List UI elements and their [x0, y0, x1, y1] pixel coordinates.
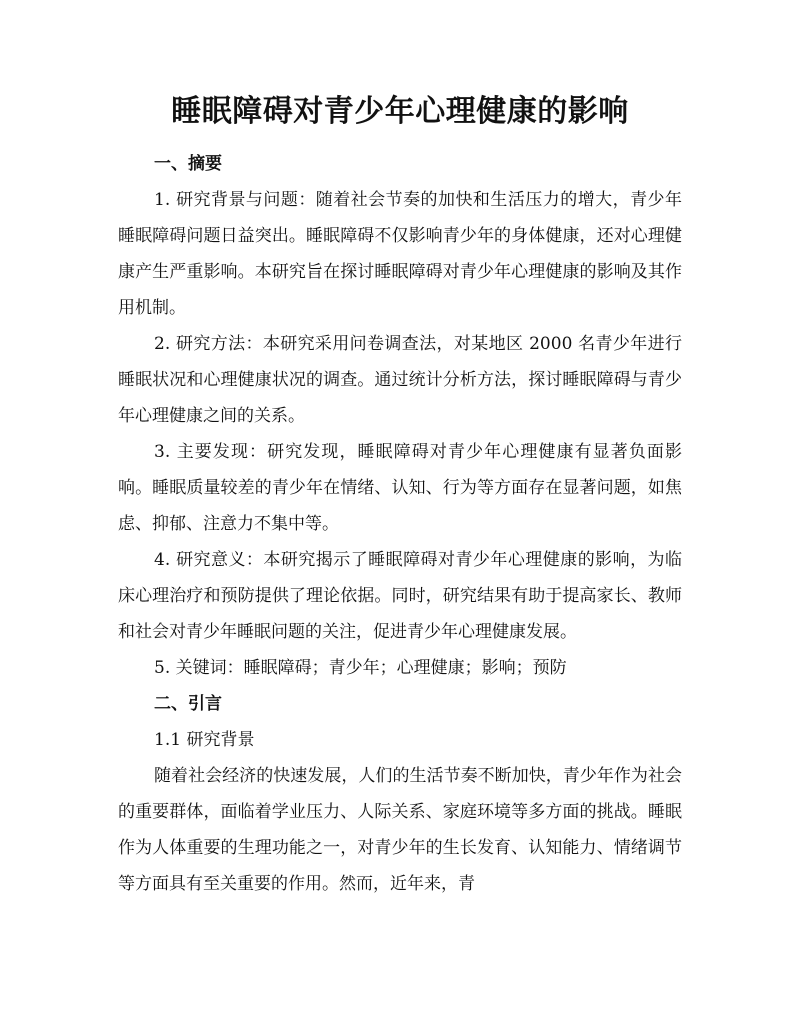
document-title: 睡眠障碍对青少年心理健康的影响 [171, 94, 629, 129]
subsection-heading-background: 1.1 研究背景 [154, 730, 255, 750]
abstract-item-method: 2. 研究方法：本研究采用问卷调查法，对某地区 2000 名青少年进行睡眠状况和心理健康状况的调查。通过统计分析方法，探讨睡眠障碍与青少年心理健康之间的关系。 [118, 334, 682, 426]
abstract-item-background: 1. 研究背景与问题：随着社会节奏的加快和生活压力的增大，青少年睡眠障碍问题日益突出。睡眠障碍不仅影响青少年的身体健康，还对心理健康产生严重影响。本研究旨在探讨睡眠障碍对青少年心理健康的影响及其作用机制。 [118, 190, 682, 318]
document-body [118, 146, 682, 902]
section-heading-abstract: 一、摘要 [154, 154, 222, 174]
abstract-item-findings: 3. 主要发现：研究发现，睡眠障碍对青少年心理健康有显著负面影响。睡眠质量较差的青少年在情绪、认知、行为等方面存在显著问题，如焦虑、抑郁、注意力不集中等。 [118, 442, 682, 534]
abstract-item-keywords: 5. 关键词：睡眠障碍；青少年；心理健康；影响；预防 [154, 658, 567, 678]
abstract-item-significance: 4. 研究意义：本研究揭示了睡眠障碍对青少年心理健康的影响，为临床心理治疗和预防提供了理论依据。同时，研究结果有助于提高家长、教师和社会对青少年睡眠问题的关注，促进青少年心理健康发展。 [118, 550, 682, 642]
introduction-paragraph: 随着社会经济的快速发展，人们的生活节奏不断加快，青少年作为社会的重要群体，面临着学业压力、人际关系、家庭环境等多方面的挑战。睡眠作为人体重要的生理功能之一，对青少年的生长发育、认知能力、情绪调节等方面具有至关重要的作用。然而，近年来，青 [118, 766, 682, 894]
section-heading-introduction: 二、引言 [154, 694, 222, 714]
